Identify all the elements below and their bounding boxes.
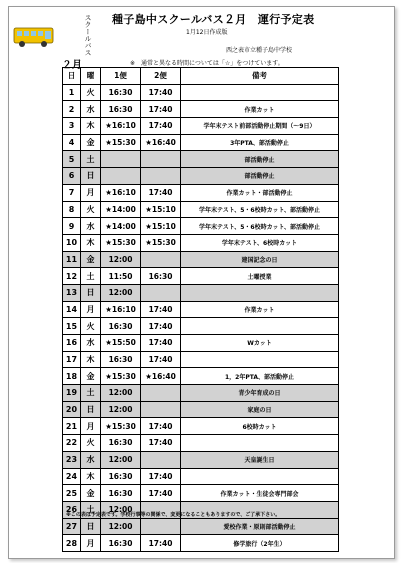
weekday-cell: 水 — [81, 335, 101, 352]
remarks-cell: 部活動停止 — [181, 151, 339, 168]
remarks-cell: 作業カット・生徒会専門部会 — [181, 485, 339, 502]
table-row — [63, 201, 339, 218]
page-title: 種子島中スクールバス２月 運行予定表 — [112, 13, 315, 26]
weekday-cell: 月 — [81, 301, 101, 318]
remarks-cell: 建国記念の日 — [181, 251, 339, 268]
bus2-time-cell: 17:40 — [141, 101, 181, 118]
bus2-time-cell — [141, 401, 181, 418]
bus1-time-cell: ★16:10 — [101, 118, 141, 135]
weekday-cell: 月 — [81, 184, 101, 201]
bus2-time-cell: ★16:40 — [141, 368, 181, 385]
day-cell: 1 — [63, 84, 81, 101]
table-row — [63, 435, 339, 452]
table-row — [63, 101, 339, 118]
remarks-cell — [181, 435, 339, 452]
bus2-time-cell: 17:40 — [141, 118, 181, 135]
table-row — [63, 451, 339, 468]
bus2-time-cell: 16:30 — [141, 268, 181, 285]
weekday-cell: 土 — [81, 385, 101, 402]
day-cell: 6 — [63, 168, 81, 185]
weekday-cell: 水 — [81, 451, 101, 468]
day-cell: 15 — [63, 318, 81, 335]
bus1-time-cell: 12:00 — [101, 451, 141, 468]
day-cell: 22 — [63, 435, 81, 452]
weekday-cell: 火 — [81, 435, 101, 452]
bus2-time-cell: ★15:10 — [141, 218, 181, 235]
bus2-time-cell: 17:40 — [141, 485, 181, 502]
table-row — [63, 485, 339, 502]
weekday-cell: 火 — [81, 318, 101, 335]
remarks-cell: 家庭の日 — [181, 401, 339, 418]
bus1-time-cell: 12:00 — [101, 251, 141, 268]
bus1-time-cell: ★15:30 — [101, 134, 141, 151]
day-cell: 16 — [63, 335, 81, 352]
day-cell: 12 — [63, 268, 81, 285]
remarks-cell — [181, 318, 339, 335]
created-date: 1月12日作成版 — [186, 29, 228, 36]
bus2-time-cell: 17:40 — [141, 184, 181, 201]
weekday-cell: 日 — [81, 401, 101, 418]
column-header-bus2: 2便 — [141, 68, 181, 85]
vertical-label: スクールバス — [84, 14, 92, 56]
weekday-cell: 金 — [81, 251, 101, 268]
table-row — [63, 84, 339, 101]
table-row — [63, 335, 339, 352]
bus2-time-cell: 17:40 — [141, 435, 181, 452]
remarks-cell: 6校時カット — [181, 418, 339, 435]
day-cell: 26 — [63, 501, 81, 518]
table-row — [63, 418, 339, 435]
bus1-time-cell: ★14:00 — [101, 201, 141, 218]
remarks-cell: 部活動停止 — [181, 168, 339, 185]
remarks-cell: 学年末テスト、5・6校時カット、部活動停止 — [181, 218, 339, 235]
weekday-cell: 日 — [81, 168, 101, 185]
table-row — [63, 118, 339, 135]
bus1-time-cell: 12:00 — [101, 401, 141, 418]
bus2-time-cell — [141, 284, 181, 301]
weekday-cell: 土 — [81, 268, 101, 285]
bus1-time-cell: ★15:50 — [101, 335, 141, 352]
column-header-day: 日 — [63, 68, 81, 85]
remarks-cell: 愛校作業・原則部活動停止 — [181, 518, 339, 535]
footer-note: ※この表は予定表です。学校行事等の関係で、変更になることもありますので、ご了承下さい。 — [66, 512, 281, 518]
remarks-cell: 天皇誕生日 — [181, 451, 339, 468]
table-row — [63, 168, 339, 185]
column-header-bus1: 1便 — [101, 68, 141, 85]
remarks-cell: 学年末テスト、5・6校時カット、部活動停止 — [181, 201, 339, 218]
bus1-time-cell: ★16:10 — [101, 184, 141, 201]
remarks-cell: 作業カット・部活動停止 — [181, 184, 339, 201]
day-cell: 7 — [63, 184, 81, 201]
weekday-cell: 木 — [81, 118, 101, 135]
bus2-time-cell: 17:40 — [141, 418, 181, 435]
day-cell: 11 — [63, 251, 81, 268]
bus2-time-cell: ★16:40 — [141, 134, 181, 151]
bus1-time-cell: 16:30 — [101, 435, 141, 452]
schedule-table — [62, 67, 339, 552]
remarks-cell — [181, 84, 339, 101]
bus2-time-cell: ★15:30 — [141, 234, 181, 251]
day-cell: 13 — [63, 284, 81, 301]
bus2-time-cell — [141, 385, 181, 402]
bus1-time-cell: ★15:30 — [101, 234, 141, 251]
weekday-cell: 月 — [81, 418, 101, 435]
bus1-time-cell: 12:00 — [101, 501, 141, 518]
bus2-time-cell: 17:40 — [141, 335, 181, 352]
remarks-cell — [181, 284, 339, 301]
remarks-cell: 学年末テスト、6校時カット — [181, 234, 339, 251]
month-label: ２月 — [62, 60, 82, 71]
day-cell: 27 — [63, 518, 81, 535]
weekday-cell: 水 — [81, 218, 101, 235]
bus2-time-cell: 17:40 — [141, 301, 181, 318]
bus2-time-cell: 17:40 — [141, 351, 181, 368]
bus2-time-cell — [141, 151, 181, 168]
table-row — [63, 151, 339, 168]
bus1-time-cell: 16:30 — [101, 485, 141, 502]
weekday-cell: 日 — [81, 284, 101, 301]
day-cell: 10 — [63, 234, 81, 251]
bus1-time-cell — [101, 151, 141, 168]
bus1-time-cell: 16:30 — [101, 351, 141, 368]
bus1-time-cell: 16:30 — [101, 318, 141, 335]
schedule-note: ※ 通常と異なる時間については「☆」をつけています。 — [130, 60, 284, 67]
table-row — [63, 368, 339, 385]
remarks-cell: 1，2年PTA、部活動停止 — [181, 368, 339, 385]
day-cell: 5 — [63, 151, 81, 168]
bus1-time-cell: 16:30 — [101, 101, 141, 118]
table-row — [63, 401, 339, 418]
day-cell: 4 — [63, 134, 81, 151]
weekday-cell: 火 — [81, 84, 101, 101]
remarks-cell — [181, 351, 339, 368]
bus1-time-cell: 16:30 — [101, 468, 141, 485]
day-cell: 9 — [63, 218, 81, 235]
bus1-time-cell: 12:00 — [101, 385, 141, 402]
table-row — [63, 535, 339, 552]
table-row — [63, 218, 339, 235]
day-cell: 8 — [63, 201, 81, 218]
weekday-cell: 水 — [81, 101, 101, 118]
bus1-time-cell: ★15:30 — [101, 368, 141, 385]
day-cell: 21 — [63, 418, 81, 435]
remarks-cell: 作業カット — [181, 101, 339, 118]
column-header-remarks: 備考 — [181, 68, 339, 85]
table-header-row — [63, 68, 339, 85]
remarks-cell — [181, 468, 339, 485]
bus1-time-cell: ★15:30 — [101, 418, 141, 435]
day-cell: 14 — [63, 301, 81, 318]
bus2-time-cell: 17:40 — [141, 84, 181, 101]
weekday-cell: 金 — [81, 134, 101, 151]
day-cell: 20 — [63, 401, 81, 418]
weekday-cell: 金 — [81, 485, 101, 502]
bus1-time-cell: ★14:00 — [101, 218, 141, 235]
table-row — [63, 351, 339, 368]
table-row — [63, 284, 339, 301]
table-row — [63, 301, 339, 318]
weekday-cell: 月 — [81, 535, 101, 552]
day-cell: 23 — [63, 451, 81, 468]
table-row — [63, 234, 339, 251]
table-row — [63, 385, 339, 402]
weekday-cell: 金 — [81, 368, 101, 385]
day-cell: 3 — [63, 118, 81, 135]
bus1-time-cell — [101, 168, 141, 185]
bus2-time-cell — [141, 518, 181, 535]
day-cell: 18 — [63, 368, 81, 385]
bus2-time-cell: 17:40 — [141, 535, 181, 552]
table-row — [63, 251, 339, 268]
day-cell: 24 — [63, 468, 81, 485]
remarks-cell: 修学旅行（2年生） — [181, 535, 339, 552]
table-row — [63, 518, 339, 535]
day-cell: 28 — [63, 535, 81, 552]
column-header-weekday: 曜 — [81, 68, 101, 85]
remarks-cell: 土曜授業 — [181, 268, 339, 285]
weekday-cell: 火 — [81, 201, 101, 218]
bus2-time-cell: 17:40 — [141, 318, 181, 335]
weekday-cell: 土 — [81, 151, 101, 168]
weekday-cell: 木 — [81, 234, 101, 251]
bus2-time-cell — [141, 251, 181, 268]
remarks-cell: 青少年育成の日 — [181, 385, 339, 402]
bus1-time-cell: 11:50 — [101, 268, 141, 285]
school-name: 西之表市立種子島中学校 — [226, 47, 293, 54]
bus1-time-cell: 12:00 — [101, 284, 141, 301]
weekday-cell: 木 — [81, 351, 101, 368]
bus2-time-cell — [141, 451, 181, 468]
weekday-cell: 日 — [81, 518, 101, 535]
table-row — [63, 268, 339, 285]
table-row — [63, 134, 339, 151]
remarks-cell: 作業カット — [181, 301, 339, 318]
weekday-cell: 木 — [81, 468, 101, 485]
remarks-cell: 学年末テスト前部活動停止期間（～9日） — [181, 118, 339, 135]
day-cell: 25 — [63, 485, 81, 502]
day-cell: 17 — [63, 351, 81, 368]
school-bus-icon — [13, 26, 55, 48]
table-row — [63, 318, 339, 335]
day-cell: 2 — [63, 101, 81, 118]
table-row — [63, 468, 339, 485]
day-cell: 19 — [63, 385, 81, 402]
remarks-cell: Wカット — [181, 335, 339, 352]
bus1-time-cell: 16:30 — [101, 535, 141, 552]
weekday-cell: 土 — [81, 501, 101, 518]
bus2-time-cell: 17:40 — [141, 468, 181, 485]
bus2-time-cell: ★15:10 — [141, 201, 181, 218]
remarks-cell: 3年PTA、部活動停止 — [181, 134, 339, 151]
bus2-time-cell — [141, 168, 181, 185]
table-row — [63, 184, 339, 201]
bus1-time-cell: 16:30 — [101, 84, 141, 101]
bus1-time-cell: 12:00 — [101, 518, 141, 535]
bus1-time-cell: ★16:10 — [101, 301, 141, 318]
